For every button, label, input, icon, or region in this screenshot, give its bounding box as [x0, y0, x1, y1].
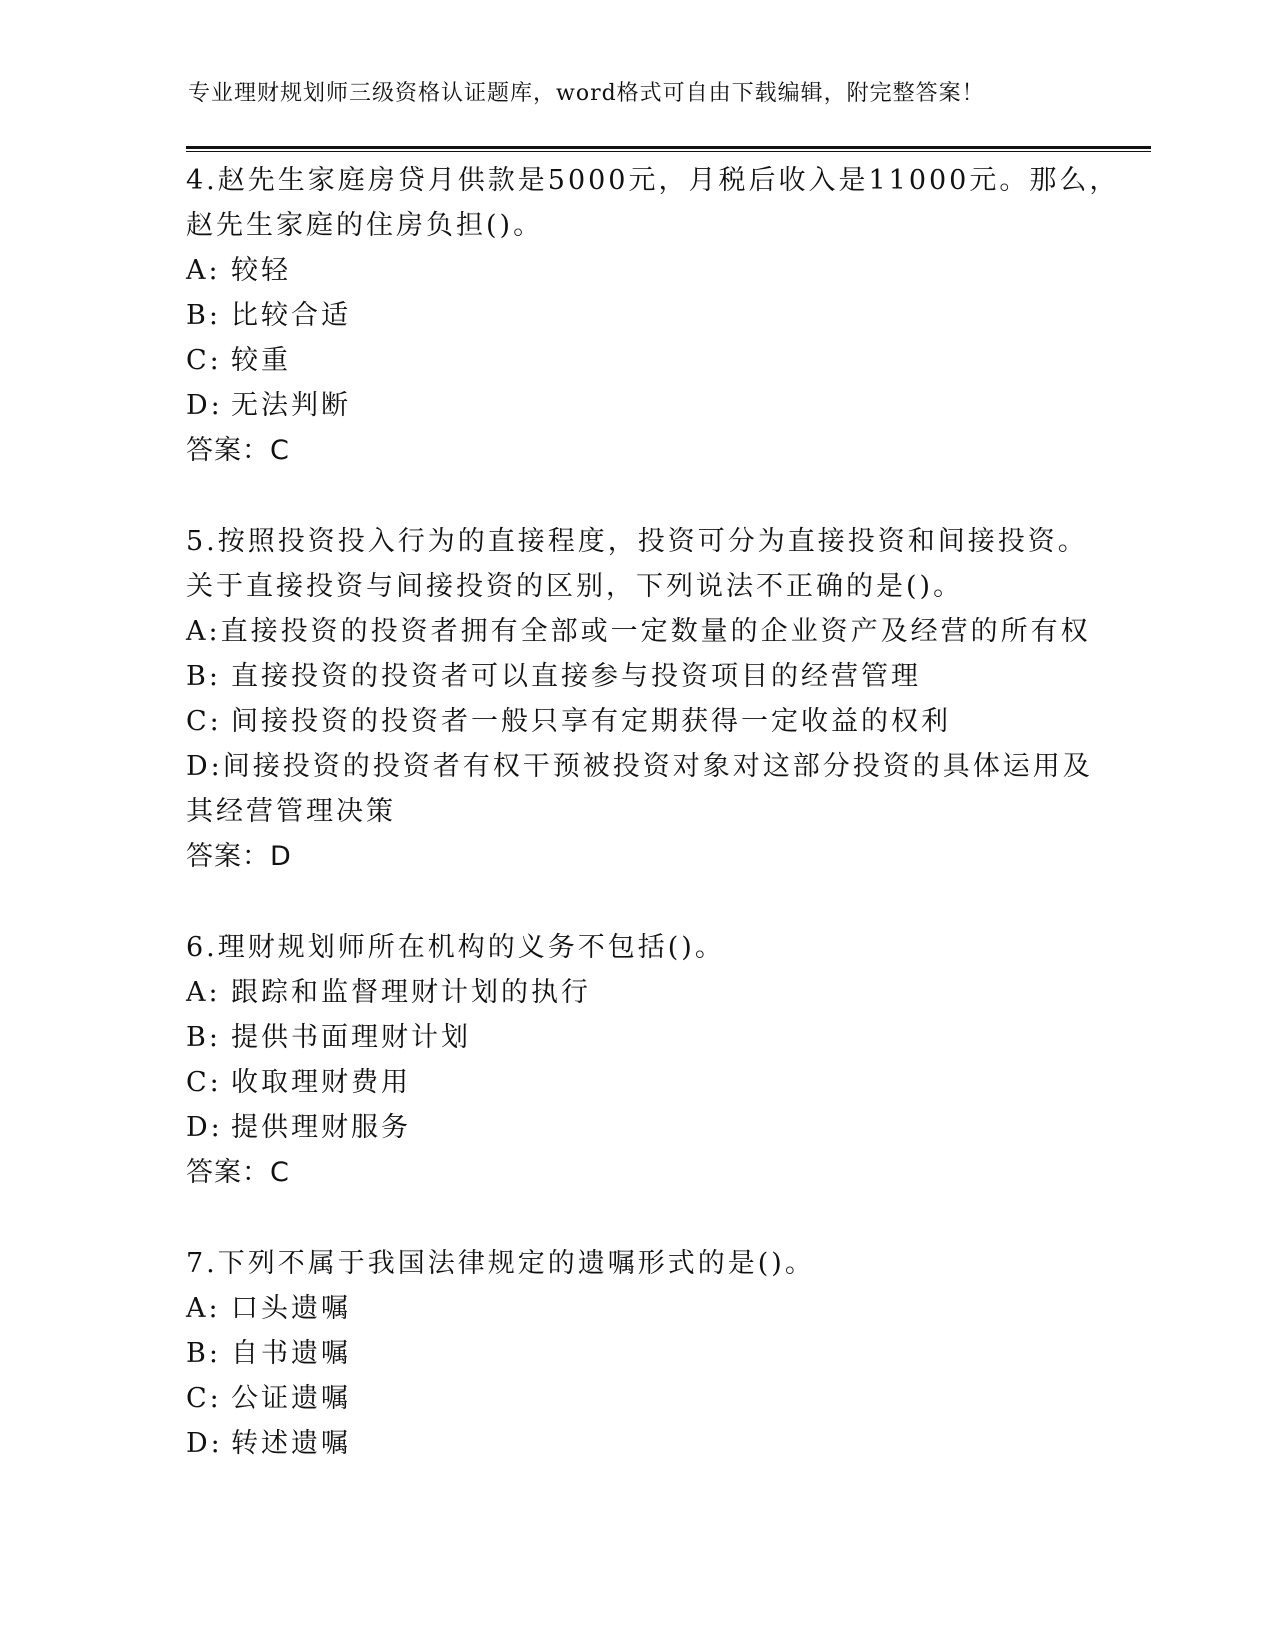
- option-key: C:: [186, 345, 222, 376]
- page-header: 专业理财规划师三级资格认证题库，word格式可自由下载编辑，附完整答案！: [188, 81, 985, 106]
- header-rule-thin: [186, 151, 1151, 152]
- question-4: [186, 158, 1120, 473]
- question-6: [186, 925, 1086, 1195]
- option-text: 比较合适: [231, 300, 351, 331]
- question-stem: 4.赵先生家庭房贷月供款是5000元，月税后收入是11000元。那么，: [186, 165, 1120, 196]
- option-key: A:: [186, 1293, 221, 1324]
- option-d-continuation: 其经营管理决策: [186, 796, 396, 827]
- option-text: 间接投资的投资者有权干预被投资对象对这部分投资的具体运用及: [222, 751, 1093, 782]
- option-c: [186, 699, 1086, 744]
- question-list: [186, 158, 1120, 1512]
- option-c: [186, 1376, 1086, 1421]
- question-stem: 5.按照投资投入行为的直接程度，投资可分为直接投资和间接投资。: [186, 526, 1088, 557]
- question-7: [186, 1241, 1086, 1466]
- option-key: C:: [186, 1383, 222, 1414]
- question-stem: 赵先生家庭的住房负担()。: [186, 210, 544, 241]
- option-text: 自书遗嘱: [231, 1338, 351, 1369]
- option-b: [186, 1331, 1086, 1376]
- option-c: [186, 1060, 1086, 1105]
- option-text: 较重: [231, 345, 291, 376]
- option-text: 提供书面理财计划: [231, 1022, 471, 1053]
- option-key: B:: [186, 300, 221, 331]
- option-text: 间接投资的投资者一般只享有定期获得一定收益的权利: [231, 706, 951, 737]
- option-key: C:: [186, 706, 222, 737]
- option-text: 提供理财服务: [231, 1112, 411, 1143]
- answer-line: 答案：D: [186, 841, 292, 872]
- question-stem: 6.理财规划师所在机构的义务不包括()。: [186, 932, 725, 963]
- option-text: 无法判断: [231, 390, 351, 421]
- option-d: [186, 1105, 1086, 1150]
- option-c: [186, 338, 1086, 383]
- option-key: B:: [186, 1022, 221, 1053]
- option-b: [186, 654, 1086, 699]
- option-a: [186, 609, 1091, 654]
- option-a: [186, 970, 1086, 1015]
- option-key: A:: [186, 616, 221, 647]
- answer-line: 答案：C: [186, 1157, 290, 1188]
- option-key: C:: [186, 1067, 222, 1098]
- option-text: 跟踪和监督理财计划的执行: [231, 977, 591, 1008]
- option-d: [186, 744, 1093, 789]
- option-text: 直接投资的投资者拥有全部或一定数量的企业资产及经营的所有权: [220, 616, 1091, 647]
- option-text: 口头遗嘱: [231, 1293, 351, 1324]
- header-rule-thick: [186, 146, 1151, 149]
- option-key: B:: [186, 1338, 221, 1369]
- option-key: D:: [186, 390, 223, 421]
- option-key: A:: [186, 977, 221, 1008]
- option-text: 直接投资的投资者可以直接参与投资项目的经营管理: [231, 661, 921, 692]
- option-b: [186, 293, 1086, 338]
- option-key: A:: [186, 255, 221, 286]
- option-key: D:: [186, 751, 223, 782]
- option-text: 收取理财费用: [231, 1067, 411, 1098]
- option-a: [186, 1286, 1086, 1331]
- option-d: [186, 383, 1086, 428]
- answer-line: 答案：C: [186, 435, 290, 466]
- option-key: D:: [186, 1112, 223, 1143]
- option-text: 转述遗嘱: [231, 1428, 351, 1459]
- option-text: 较轻: [231, 255, 291, 286]
- question-5: [186, 519, 1093, 879]
- option-b: [186, 1015, 1086, 1060]
- option-a: [186, 248, 1086, 293]
- question-stem: 7.下列不属于我国法律规定的遗嘱形式的是()。: [186, 1248, 815, 1279]
- question-stem: 关于直接投资与间接投资的区别，下列说法不正确的是()。: [186, 571, 964, 602]
- option-key: D:: [186, 1428, 223, 1459]
- option-d: [186, 1421, 1086, 1466]
- option-key: B:: [186, 661, 221, 692]
- option-text: 公证遗嘱: [231, 1383, 351, 1414]
